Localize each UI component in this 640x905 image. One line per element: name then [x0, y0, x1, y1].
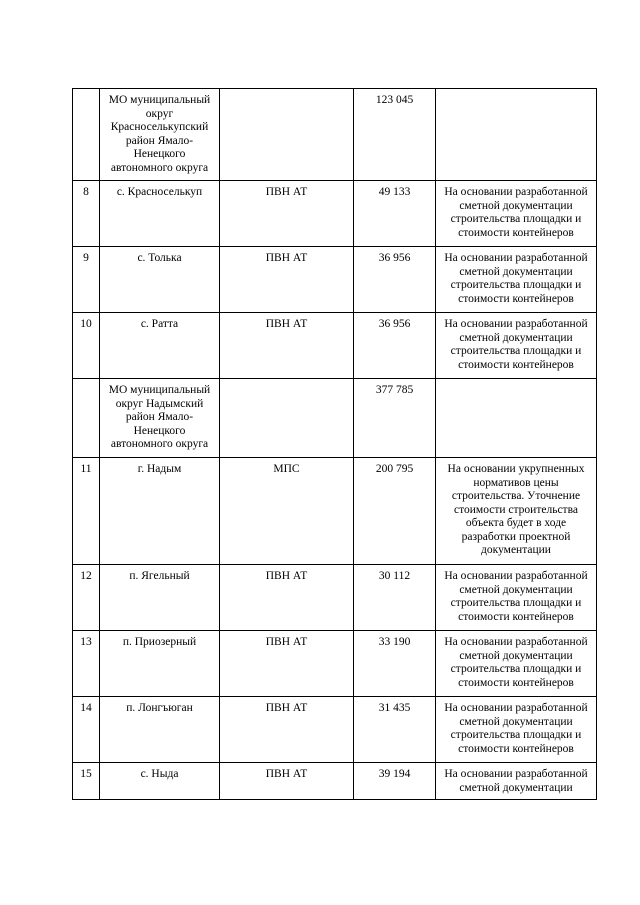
location-cell: МО муниципальный округ Красноселькупский район Ямало-Ненецкого автономного округа [100, 89, 220, 181]
facility-type-cell: ПВН АТ [220, 631, 354, 697]
cost-cell: 36 956 [354, 247, 436, 313]
cost-cell: 30 112 [354, 565, 436, 631]
facility-type-cell: ПВН АТ [220, 247, 354, 313]
table-row [73, 631, 597, 697]
facility-type-cell: ПВН АТ [220, 181, 354, 247]
cost-cell: 39 194 [354, 763, 436, 800]
basis-cell [436, 379, 597, 458]
facility-type-cell: ПВН АТ [220, 313, 354, 379]
location-cell: п. Лонгъюган [100, 697, 220, 763]
location-cell: с. Ратта [100, 313, 220, 379]
facility-type-cell: МПС [220, 458, 354, 565]
facility-type-cell [220, 379, 354, 458]
cost-cell: 200 795 [354, 458, 436, 565]
row-number-cell [73, 379, 100, 458]
location-cell: с. Красноселькуп [100, 181, 220, 247]
location-cell: с. Ныда [100, 763, 220, 800]
basis-cell: На основании разработанной сметной документации строительства площадки и стоимости контейнеров [436, 565, 597, 631]
location-cell: МО муниципальный округ Надымский район Ямало-Ненецкого автономного округа [100, 379, 220, 458]
facility-type-cell: ПВН АТ [220, 697, 354, 763]
table-group-row [73, 89, 597, 181]
basis-cell: На основании разработанной сметной документации строительства площадки и стоимости контейнеров [436, 247, 597, 313]
basis-cell: На основании разработанной сметной документации строительства площадки и стоимости контейнеров [436, 631, 597, 697]
facility-type-cell: ПВН АТ [220, 565, 354, 631]
row-number-cell: 13 [73, 631, 100, 697]
table-row [73, 181, 597, 247]
facility-type-cell [220, 89, 354, 181]
basis-cell: На основании разработанной сметной документации [436, 763, 597, 800]
table-row [73, 763, 597, 800]
table-row [73, 565, 597, 631]
cost-cell: 377 785 [354, 379, 436, 458]
row-number-cell [73, 89, 100, 181]
row-number-cell: 11 [73, 458, 100, 565]
row-number-cell: 9 [73, 247, 100, 313]
cost-cell: 123 045 [354, 89, 436, 181]
cost-table [72, 88, 597, 800]
cost-cell: 49 133 [354, 181, 436, 247]
table-row [73, 313, 597, 379]
location-cell: г. Надым [100, 458, 220, 565]
cost-table-body [73, 89, 597, 800]
row-number-cell: 10 [73, 313, 100, 379]
basis-cell: На основании разработанной сметной документации строительства площадки и стоимости контейнеров [436, 697, 597, 763]
location-cell: п. Приозерный [100, 631, 220, 697]
basis-cell: На основании укрупненных нормативов цены строительства. Уточнение стоимости строительства объекта будет в ходе разработки проектной документации [436, 458, 597, 565]
row-number-cell: 14 [73, 697, 100, 763]
table-group-row [73, 379, 597, 458]
cost-cell: 31 435 [354, 697, 436, 763]
basis-cell: На основании разработанной сметной документации строительства площадки и стоимости контейнеров [436, 313, 597, 379]
cost-cell: 36 956 [354, 313, 436, 379]
row-number-cell: 8 [73, 181, 100, 247]
basis-cell [436, 89, 597, 181]
cost-cell: 33 190 [354, 631, 436, 697]
table-row [73, 697, 597, 763]
location-cell: п. Ягельный [100, 565, 220, 631]
facility-type-cell: ПВН АТ [220, 763, 354, 800]
location-cell: с. Толька [100, 247, 220, 313]
row-number-cell: 15 [73, 763, 100, 800]
basis-cell: На основании разработанной сметной документации строительства площадки и стоимости контейнеров [436, 181, 597, 247]
row-number-cell: 12 [73, 565, 100, 631]
table-row [73, 247, 597, 313]
table-row [73, 458, 597, 565]
